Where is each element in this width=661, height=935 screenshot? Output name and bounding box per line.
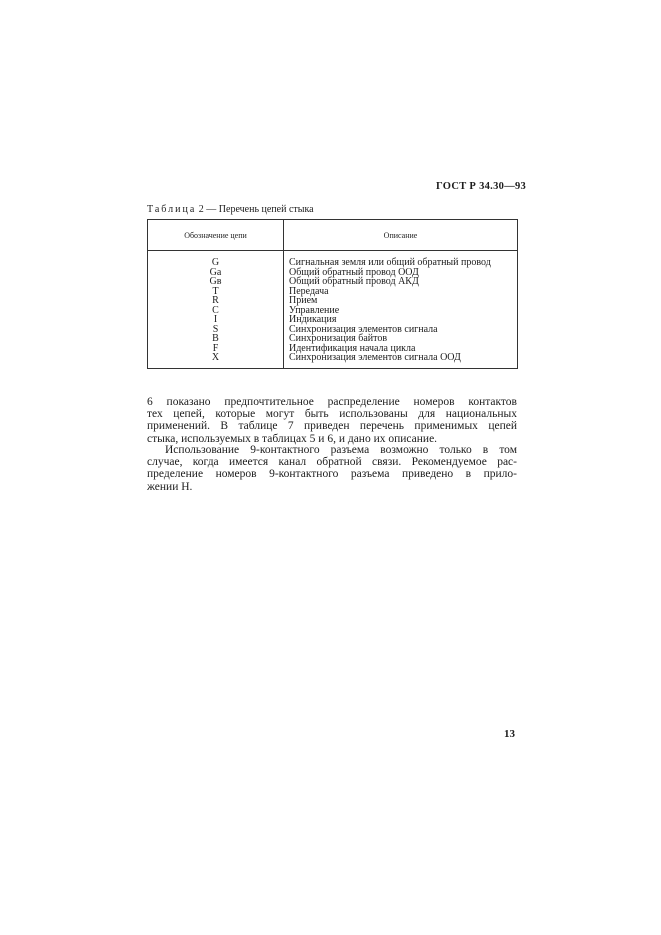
table-caption-text: 2 — Перечень цепей стыка (196, 204, 314, 215)
circuit-description: Прием (289, 295, 318, 307)
paragraph-line: пределение номеров 9-контактного разъема приведено в прило- (147, 468, 517, 481)
circuit-code: T (212, 285, 219, 297)
circuit-code: Ga (209, 266, 222, 278)
circuit-code: Gв (209, 276, 222, 288)
circuit-code: G (211, 257, 220, 268)
column-header-designation: Обозначение цепи (148, 220, 284, 251)
circuit-code: S (212, 323, 219, 335)
circuit-description: Сигнальная земля или общий обратный провод (289, 257, 491, 268)
circuit-description: Общий обратный провод АКД (289, 276, 419, 288)
paragraph-line: тех цепей, которые могут быть использованы для национальных (147, 408, 517, 421)
page-number: 13 (504, 728, 515, 740)
circuit-description: Общий обратный провод ООД (289, 266, 419, 278)
circuit-description: Синхронизация элементов сигнала ООД (289, 352, 461, 364)
paragraph-line: стыка, используемых в таблицах 5 и 6, и дано их описание. (147, 432, 438, 445)
circuit-description: Синхронизация байтов (289, 333, 388, 345)
body-paragraph-1 (147, 396, 517, 445)
table-header-row (148, 220, 518, 251)
circuit-description: Индикация (289, 314, 337, 326)
circuit-description: Управление (289, 304, 340, 316)
column-header-description: Описание (284, 220, 518, 251)
circuit-code: I (213, 314, 218, 326)
paragraph-line: применений. В таблице 7 приведен перечень применимых цепей (147, 420, 517, 433)
table-caption (147, 204, 314, 215)
paragraph-line: жении Н. (147, 480, 193, 493)
paragraph-line: 6 показано предпочтительное распределение номеров контактов (147, 396, 517, 408)
document-header: ГОСТ Р 34.30—93 (436, 181, 527, 192)
circuit-code: F (212, 342, 219, 354)
circuit-code: R (212, 295, 219, 307)
description-column (284, 251, 518, 369)
paragraph-line: Использование 9-контактного разъема возможно только в том (165, 444, 517, 456)
designation-column (148, 251, 284, 369)
circuit-description: Передача (289, 285, 329, 297)
circuit-code: X (211, 352, 220, 364)
circuit-code: B (212, 333, 219, 345)
table-caption-prefix: Таблица (147, 204, 197, 215)
circuit-code: C (212, 304, 219, 316)
table-body-row (148, 251, 518, 369)
circuit-table (147, 219, 518, 369)
circuit-description: Синхронизация элементов сигнала (289, 323, 438, 335)
paragraph-line: случае, когда имеется канал обратной связи. Рекомендуемое рас- (147, 456, 517, 469)
body-paragraph-2 (147, 444, 517, 493)
circuit-description: Идентификация начала цикла (289, 342, 416, 354)
